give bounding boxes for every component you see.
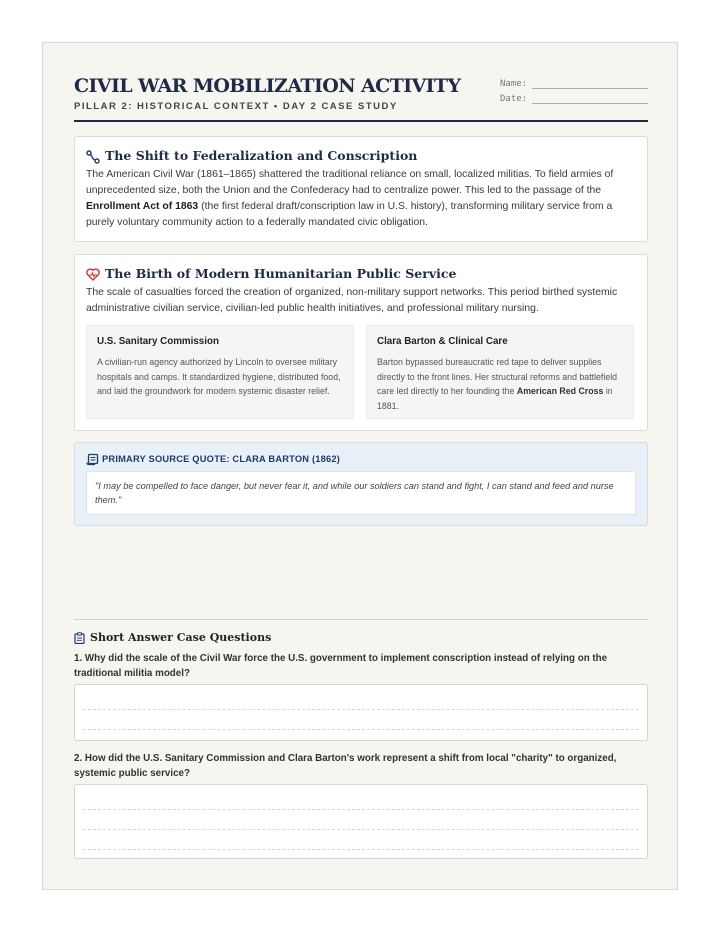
page-title: CIVIL WAR MOBILIZATION ACTIVITY bbox=[74, 75, 461, 97]
worksheet-header bbox=[74, 73, 648, 122]
box-text: A civilian-run agency authorized by Lincoln to oversee military hospitals and camps. It standardized hygiene, distributed food, and laid the groundwork for modern systemic disaster relief. bbox=[97, 357, 341, 396]
questions-heading bbox=[74, 631, 271, 644]
date-field[interactable] bbox=[532, 94, 648, 104]
page-subtitle: PILLAR 2: HISTORICAL CONTEXT • DAY 2 CASE STUDY bbox=[74, 101, 398, 112]
clara-barton-box bbox=[366, 325, 634, 419]
name-field[interactable] bbox=[532, 79, 648, 89]
answer-box-2[interactable] bbox=[74, 784, 648, 859]
box-text: Barton bypassed bureaucratic red tape to deliver supplies directly to the front lines. Her structural reforms and battlefield care led directly to her founding the American Red Cross in 1881. bbox=[377, 357, 618, 411]
answer-box-1[interactable] bbox=[74, 684, 648, 741]
section-heading: The Birth of Modern Humanitarian Public Service bbox=[105, 266, 457, 281]
federalization-card bbox=[74, 136, 648, 242]
name-label: Name: bbox=[500, 79, 528, 89]
quote-text: "I may be compelled to face danger, but never fear it, and while our soldiers can stand and fight, I can stand and feed and nurse them." bbox=[86, 471, 636, 515]
section-body: The American Civil War (1861–1865) shattered the traditional reliance on small, localized militias. To field armies of unprecedented size, both the Union and the Confederacy had to centralize power. This led to the passage of the Enrollment Act of 1863 (the first federal draft/conscription law in U.S. history), transforming military service from a purely voluntary community action to a federally mandated civic obligation. bbox=[86, 169, 614, 228]
primary-source-card bbox=[74, 442, 648, 526]
scroll-icon bbox=[86, 453, 99, 471]
quote-heading: PRIMARY SOURCE QUOTE: CLARA BARTON (1862) bbox=[102, 454, 341, 464]
worksheet-page bbox=[42, 42, 678, 890]
heart-pulse-icon bbox=[86, 268, 100, 286]
section-body: The scale of casualties forced the creation of organized, non-military support networks. This period birthed systemic administrative civilian service, civilian-led public health initiatives, and professional military nursing. bbox=[86, 287, 618, 314]
box-title: U.S. Sanitary Commission bbox=[97, 336, 219, 347]
clipboard-icon bbox=[74, 632, 85, 647]
date-label: Date: bbox=[500, 94, 528, 104]
question-1: 1. Why did the scale of the Civil War force the U.S. government to implement conscription instead of relying on the traditional militia model? bbox=[74, 653, 608, 679]
name-date-block bbox=[500, 74, 648, 104]
box-title: Clara Barton & Clinical Care bbox=[377, 336, 508, 347]
divider bbox=[74, 619, 648, 620]
sanitary-commission-box bbox=[86, 325, 354, 419]
section-heading: The Shift to Federalization and Conscription bbox=[105, 148, 418, 163]
question-2: 2. How did the U.S. Sanitary Commission and Clara Barton's work represent a shift from local "charity" to organized, systemic public service? bbox=[74, 753, 617, 779]
humanitarian-card bbox=[74, 254, 648, 431]
questions-title: Short Answer Case Questions bbox=[90, 631, 272, 644]
